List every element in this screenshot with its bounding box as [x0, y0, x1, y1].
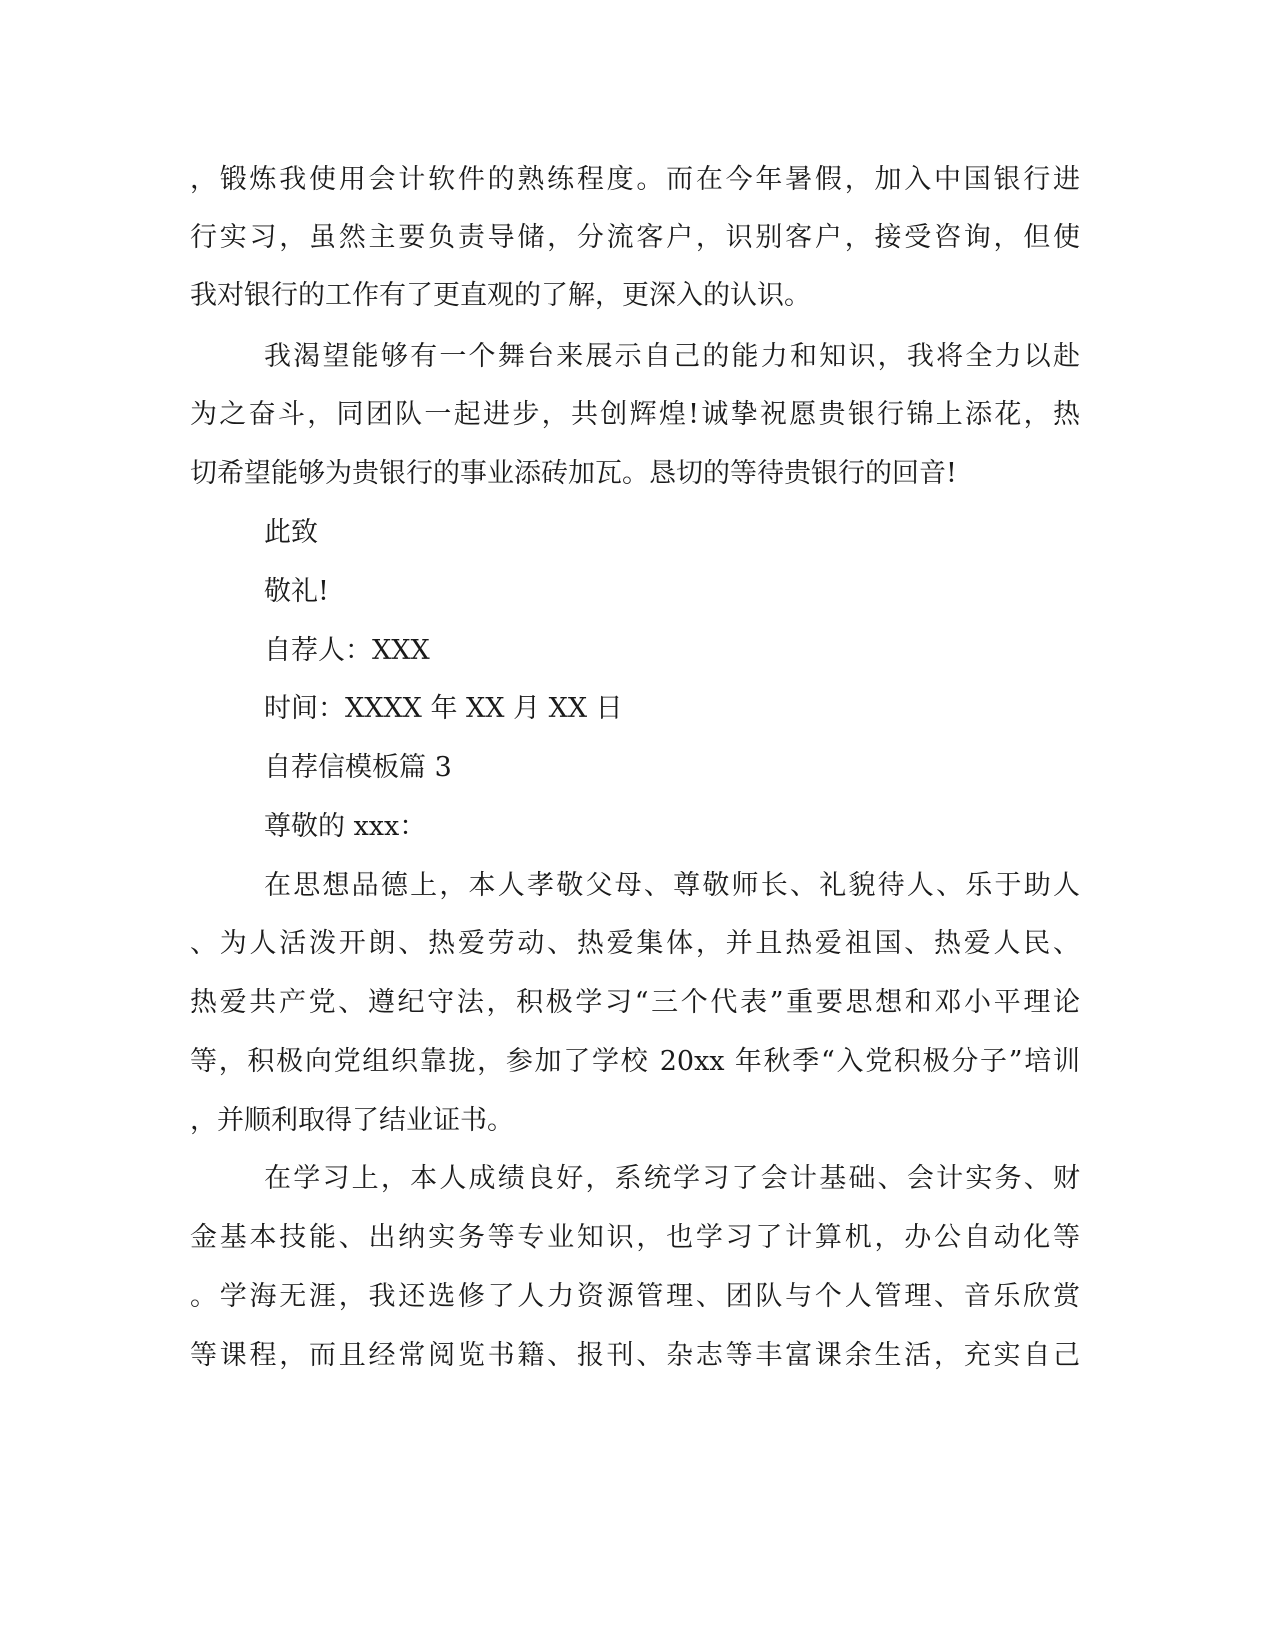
body-line: 行实习，虽然主要负责导储，分流客户，识别客户，接受咨询，但使	[190, 222, 1080, 253]
section-heading: 自荐信模板篇 3	[264, 752, 452, 783]
body-line: 热爱共产党、遵纪守法，积极学习“三个代表”重要思想和邓小平理论	[190, 987, 1080, 1018]
date-line: 时间：XXXX 年 XX 月 XX 日	[264, 693, 623, 724]
body-line: ，锻炼我使用会计软件的熟练程度。而在今年暑假，加入中国银行进	[190, 164, 1080, 195]
body-line: 在思想品德上，本人孝敬父母、尊敬师长、礼貌待人、乐于助人	[264, 870, 1080, 901]
body-line: 我对银行的工作有了更直观的了解，更深入的认识。	[190, 280, 811, 311]
signature-line: 自荐人：XXX	[264, 635, 430, 666]
body-line: 等课程，而且经常阅览书籍、报刊、杂志等丰富课余生活，充实自己	[190, 1340, 1080, 1371]
body-line: 等，积极向党组织靠拢，参加了学校 20xx 年秋季“入党积极分子”培训	[190, 1046, 1080, 1077]
closing-line: 此致	[264, 517, 318, 548]
body-line: ，并顺利取得了结业证书。	[190, 1105, 514, 1136]
body-line: 切希望能够为贵银行的事业添砖加瓦。恳切的等待贵银行的回音!	[190, 458, 957, 489]
body-line: 在学习上，本人成绩良好，系统学习了会计基础、会计实务、财	[264, 1163, 1080, 1194]
body-line: 。学海无涯，我还选修了人力资源管理、团队与个人管理、音乐欣赏	[190, 1281, 1080, 1312]
salutation-line: 尊敬的 xxx：	[264, 811, 427, 842]
body-line: 为之奋斗，同团队一起进步，共创辉煌!诚挚祝愿贵银行锦上添花，热	[190, 399, 1080, 430]
closing-line: 敬礼!	[264, 576, 329, 607]
body-line: 、为人活泼开朗、热爱劳动、热爱集体，并且热爱祖国、热爱人民、	[190, 928, 1080, 959]
body-line: 金基本技能、出纳实务等专业知识，也学习了计算机，办公自动化等	[190, 1222, 1080, 1253]
body-line: 我渴望能够有一个舞台来展示自己的能力和知识，我将全力以赴	[264, 341, 1080, 372]
